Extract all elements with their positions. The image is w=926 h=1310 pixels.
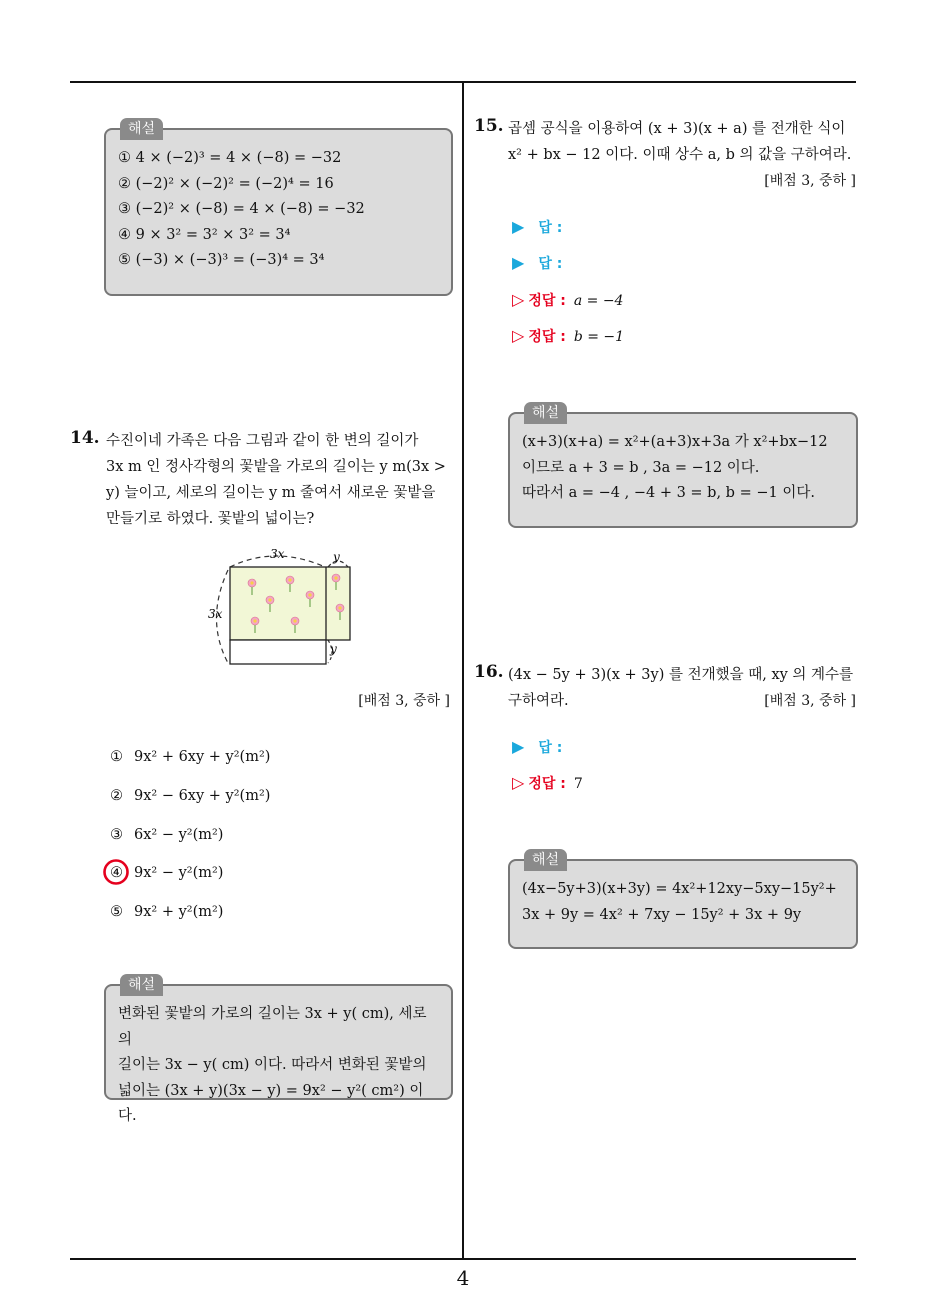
q15-answer-1[interactable]: ▶ 답 : xyxy=(512,217,563,236)
q15-points: [배점 3, 중하 ] xyxy=(764,173,856,189)
solution-line: ① 4 × (−2)³ = 4 × (−8) = −32 xyxy=(118,150,342,166)
q14-text xyxy=(106,428,456,532)
option-3[interactable]: ③ 6x² − y²(m²) xyxy=(110,827,224,843)
removed-strip xyxy=(230,640,326,664)
solution-line: (x+3)(x+a) = x²+(a+3)x+3a 가 x²+bx−12 xyxy=(522,434,828,450)
q15-correct-1: ▷ 정답 : a = −4 xyxy=(512,290,624,309)
q14-number: 14. xyxy=(70,428,100,448)
page-number: 4 xyxy=(456,1266,470,1290)
question-line: 수진이네 가족은 다음 그림과 같이 한 변의 길이가 xyxy=(106,433,419,449)
solution-line: 따라서 a = −4 , −4 + 3 = b, b = −1 이다. xyxy=(522,485,815,501)
solution-tab: 해설 xyxy=(524,402,567,424)
solution-line: (4x−5y+3)(x+3y) = 4x²+12xy−5xy−15y²+ xyxy=(522,881,837,897)
q14-solution-box xyxy=(104,977,453,1124)
play-icon: ▶ xyxy=(512,217,525,236)
solution-line: 변화된 꽃밭의 가로의 길이는 3x + y( cm), 세로의 xyxy=(118,1006,427,1048)
solution-line: 넓이는 (3x + y)(3x − y) = 9x² − y²( cm²) 이다. xyxy=(118,1082,424,1124)
q16-number: 16. xyxy=(474,662,504,682)
question-line: x² + bx − 12 이다. 이때 상수 a, b 의 값을 구하여라. xyxy=(508,147,852,163)
solution-line: ② (−2)² × (−2)² = (−2)⁴ = 16 xyxy=(118,175,334,192)
solution-tab: 해설 xyxy=(524,849,567,871)
label-bottom-right: y xyxy=(330,642,337,656)
option-1[interactable]: ① 9x² + 6xy + y²(m²) xyxy=(110,749,271,765)
garden-figure xyxy=(200,545,370,675)
solution-line: ④ 9 × 3² = 3² × 3² = 3⁴ xyxy=(118,226,291,243)
q15-solution-box xyxy=(508,405,858,528)
question-line: y) 늘이고, 세로의 길이는 y m 줄여서 새로운 꽃밭을 xyxy=(106,485,436,501)
q15-answer-2[interactable]: ▶ 답 : xyxy=(512,253,563,272)
label-top: 3x xyxy=(270,547,285,561)
outline-play-icon: ▷ xyxy=(512,290,525,309)
q16-points: [배점 3, 중하 ] xyxy=(764,693,856,709)
label-top-right: y xyxy=(333,550,340,564)
q15-text xyxy=(508,116,860,168)
q15-number: 15. xyxy=(474,116,504,136)
solution-line: ③ (−2)² × (−8) = 4 × (−8) = −32 xyxy=(118,201,365,217)
q14-points: [배점 3, 중하 ] xyxy=(358,693,450,709)
solution-line: 3x + 9y = 4x² + 7xy − 15y² + 3x + 9y xyxy=(522,906,802,923)
solution-tab: 해설 xyxy=(120,118,163,140)
q16-answer[interactable]: ▶ 답 : xyxy=(512,737,563,756)
question-line: 3x m 인 정사각형의 꽃밭을 가로의 길이는 y m(3x > xyxy=(106,459,446,475)
outline-play-icon: ▷ xyxy=(512,326,525,345)
outline-play-icon: ▷ xyxy=(512,773,525,792)
play-icon: ▶ xyxy=(512,253,525,272)
q16-solution-box xyxy=(508,852,858,949)
selected-answer-circle-icon xyxy=(102,858,130,886)
question-line: 만들기로 하였다. 꽃밭의 넓이는? xyxy=(106,511,315,527)
play-icon: ▶ xyxy=(512,737,525,756)
solution-line: 길이는 3x − y( cm) 이다. 따라서 변화된 꽃밭의 xyxy=(118,1057,427,1073)
question-line: (4x − 5y + 3)(x + 3y) 를 전개했을 때, xy 의 계수를 xyxy=(508,667,854,683)
option-5[interactable]: ⑤ 9x² + y²(m²) xyxy=(110,904,224,920)
solution-line: ⑤ (−3) × (−3)³ = (−3)⁴ = 3⁴ xyxy=(118,252,325,268)
solution-tab: 해설 xyxy=(120,974,163,996)
question-line: 곱셈 공식을 이용하여 (x + 3)(x + a) 를 전개한 식이 xyxy=(508,121,846,137)
solution-line: 이므로 a + 3 = b , 3a = −12 이다. xyxy=(522,459,760,476)
q15-correct-2: ▷ 정답 : b = −1 xyxy=(512,326,625,345)
question-line: 구하여라. xyxy=(508,693,569,709)
q16-correct: ▷ 정답 : 7 xyxy=(512,773,583,792)
option-2[interactable]: ② 9x² − 6xy + y²(m²) xyxy=(110,788,271,804)
option-4[interactable]: ④ 9x² − y²(m²) xyxy=(110,865,224,881)
q13-solution-box xyxy=(104,121,453,296)
column-divider xyxy=(462,82,464,1259)
label-left: 3x xyxy=(208,607,223,621)
